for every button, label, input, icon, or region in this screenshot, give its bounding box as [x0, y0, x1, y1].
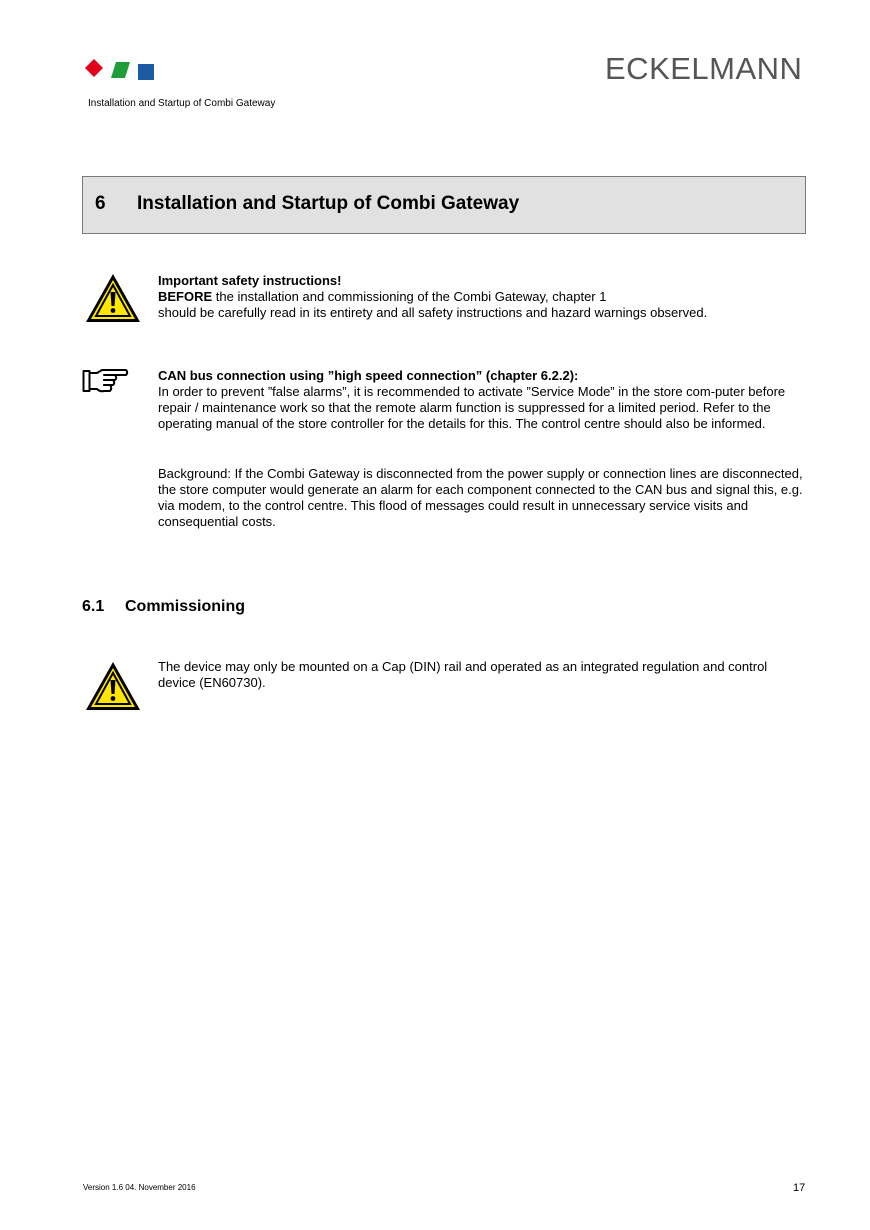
can-bus-notice	[158, 368, 808, 432]
logo-blue-square	[138, 64, 154, 80]
logo-green-parallelogram	[111, 62, 130, 78]
warning-triangle-icon	[84, 660, 142, 712]
warning-triangle-icon	[84, 272, 142, 324]
safety-heading: Important safety instructions!	[158, 273, 342, 288]
brand-wordmark: ECKELMANN	[605, 51, 803, 86]
safety-line-2: should be carefully read in its entirety and all safety instructions and hazard warnings observed.	[158, 305, 708, 320]
can-heading: CAN bus connection using ”high speed connection” (chapter 6.2.2):	[158, 368, 579, 383]
eckelmann-logo-marks	[84, 58, 156, 82]
safety-line-1-rest: the installation and commissioning of the Combi Gateway, chapter 1	[212, 289, 607, 304]
running-header: Installation and Startup of Combi Gateway	[88, 98, 276, 109]
chapter-heading	[82, 176, 806, 234]
page-number: 17	[793, 1182, 806, 1194]
chapter-number: 6	[95, 193, 106, 214]
section-number: 6.1	[82, 598, 105, 615]
logo-red-diamond	[85, 59, 103, 77]
can-body: In order to prevent ”false alarms”, it is recommended to activate ”Service Mode” in the store com-puter before repair / maintenance work so that the remote alarm function is suppressed for a limited period. Refer to the operating manual of the store controller for the details for this. The control centre should also be informed.	[158, 384, 786, 431]
footer-version: Version 1.6 04. November 2016	[83, 1183, 196, 1192]
chapter-title: Installation and Startup of Combi Gateway	[137, 193, 520, 214]
safety-instructions	[158, 273, 808, 321]
safety-line-1	[158, 289, 808, 305]
section-title: Commissioning	[125, 598, 246, 615]
safety-lead-bold: BEFORE	[158, 289, 213, 304]
pointing-hand-icon	[82, 368, 130, 394]
commissioning-notice: The device may only be mounted on a Cap (DIN) rail and operated as an integrated regulation and control device (EN60730).	[158, 659, 768, 690]
background-paragraph: Background: If the Combi Gateway is disconnected from the power supply or connection lines are disconnected, the store computer would generate an alarm for each component connected to the CAN bus and signal this, e.g. via modem, to the control centre. This flood of messages could result in unnecessary service visits and consequential costs.	[158, 466, 803, 529]
